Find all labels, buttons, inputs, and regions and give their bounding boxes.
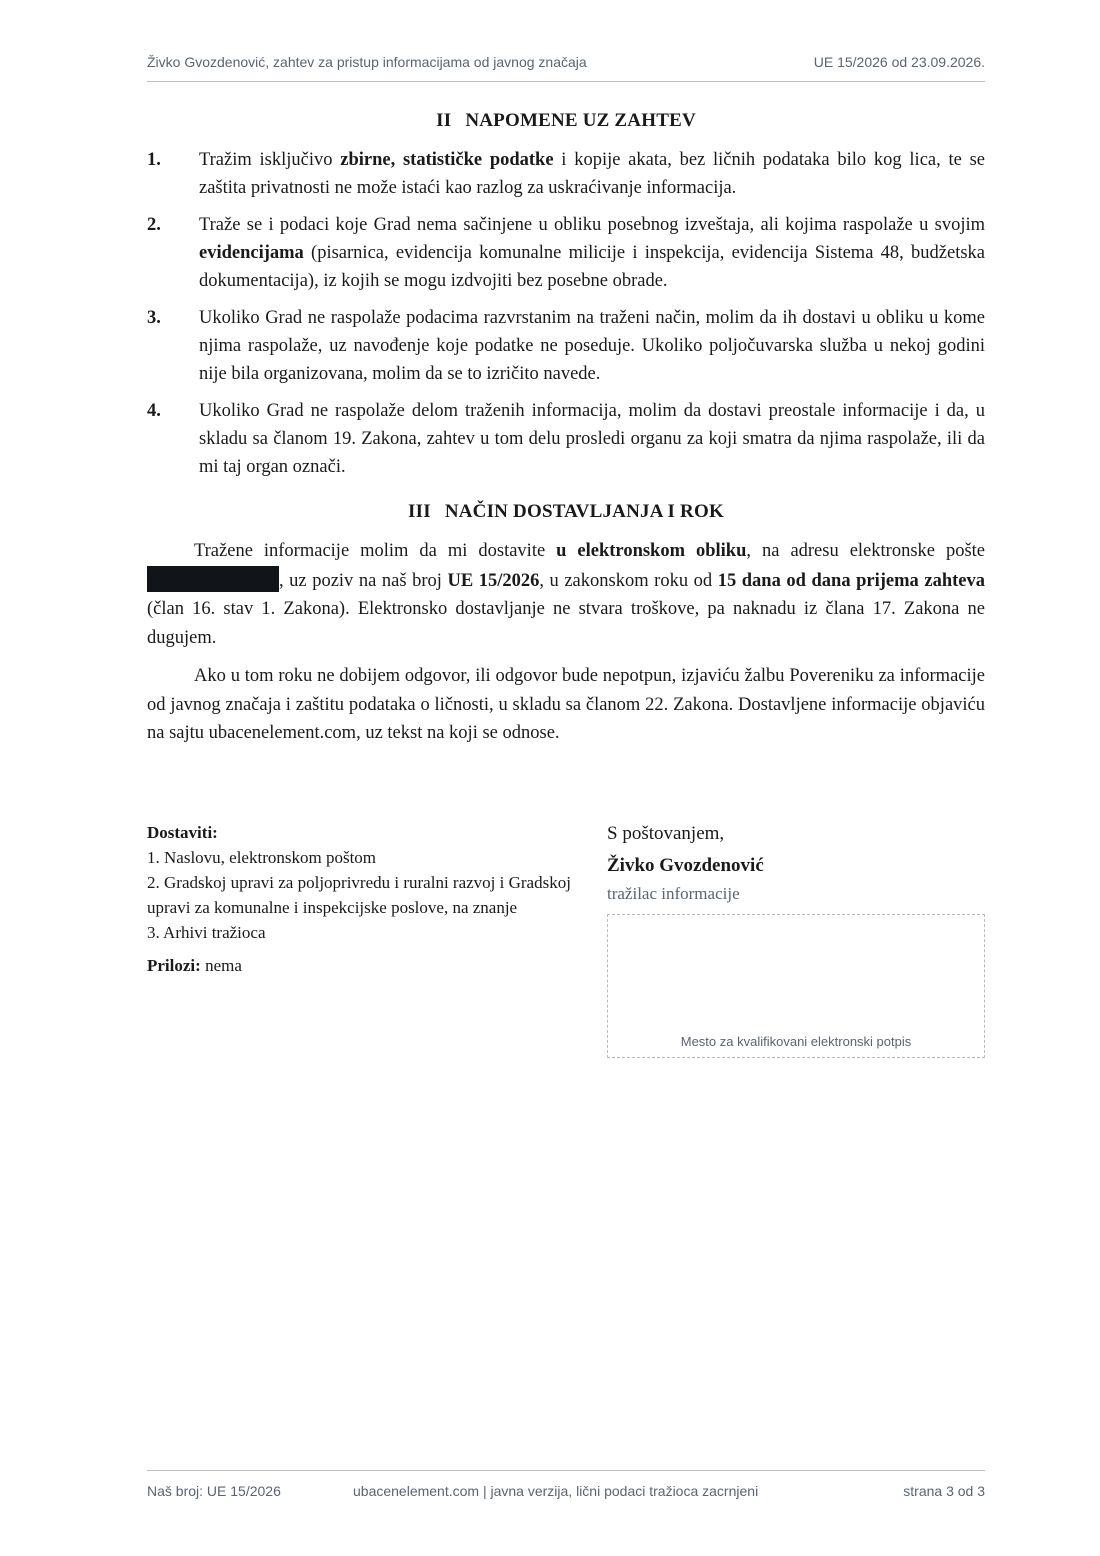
para-text: , uz poziv na naš broj	[279, 570, 448, 591]
list-item	[147, 397, 985, 481]
para-text: (član 16. stav 1. Zakona). Elektronsko dostavljanje ne stvara troškove, pa naknadu iz člana 17. Zakona ne dugujem.	[147, 599, 985, 648]
attachments-line	[147, 953, 577, 978]
distribution-list	[147, 820, 577, 978]
signature-box-caption: Mesto za kvalifikovani elektronski potpis	[680, 1034, 912, 1049]
footer-center: ubacenelement.com | javna verzija, lični podaci tražioca zacrnjeni	[353, 1483, 759, 1499]
para-text: Tražene informacije molim da mi dostavite	[194, 541, 557, 561]
appeal-paragraph: Ako u tom roku ne dobijem odgovor, ili odgovor bude nepotpun, izjaviću žalbu Povereniku za informacije od javnog značaja i zaštitu podataka o ličnosti, u skladu sa članom 22. Zakona. Dostavljene informacije objaviću na sajtu ubacenelement.com, uz tekst na koji se odnose.	[147, 666, 985, 743]
item-number: 2.	[147, 215, 161, 235]
header-left: Živko Gvozdenović, zahtev za pristup informacijama od javnog značaja	[147, 54, 587, 70]
section-3-number: III	[408, 501, 431, 522]
attachments-label: Prilozi:	[147, 956, 201, 975]
attachments-value: nema	[200, 956, 242, 975]
section-2-number: II	[436, 110, 452, 131]
delivery-paragraph	[147, 537, 985, 652]
item-text-post: (pisarnica, evidencija komunalne milicije i inspekcija, evidencija Sistema 48, budžetska dokumentacija), iz kojih se mogu izdvojiti bez posebne obrade.	[199, 243, 985, 291]
list-item	[147, 146, 985, 202]
para-text: , na adresu elektronske pošte	[746, 541, 986, 561]
para-bold: 15 dana od dana prijema zahteva	[717, 570, 985, 591]
item-text-pre: Tražim isključivo	[199, 150, 341, 170]
signer-role: tražilac informacije	[607, 884, 740, 903]
signature-placeholder-box	[607, 914, 985, 1058]
greeting: S poštovanjem,	[607, 823, 725, 844]
document-page	[147, 0, 985, 1556]
para-bold: u elektronskom obliku	[556, 541, 747, 561]
para-bold: UE 15/2026	[447, 570, 540, 591]
item-text-pre: Traže se i podaci koje Grad nema sačinjene u obliku posebnog izveštaja, ali kojima raspolaže u svojim	[199, 215, 985, 235]
distribution-title: Dostaviti:	[147, 823, 218, 842]
running-footer	[147, 1470, 985, 1499]
item-number: 1.	[147, 150, 161, 170]
section-3-heading	[147, 501, 985, 523]
list-item	[147, 211, 985, 295]
redacted-email-block	[147, 566, 279, 592]
signer-name: Živko Gvozdenović	[607, 855, 764, 876]
item-number: 3.	[147, 308, 161, 328]
footer-left: Naš broj: UE 15/2026	[147, 1483, 281, 1499]
item-text-post: i kopije akata, bez ličnih podataka bilo kog lica, te se zaštita privatnosti ne može istaći kao razlog za uskraćivanje informacija.	[199, 150, 985, 198]
section-3	[147, 501, 985, 748]
list-item	[147, 304, 985, 388]
section-3-title: NAČIN DOSTAVLJANJA I ROK	[444, 501, 724, 522]
section-2-heading	[147, 110, 985, 132]
distribution-item: 1. Naslovu, elektronskom poštom	[147, 848, 377, 867]
item-text: Ukoliko Grad ne raspolaže podacima razvrstanim na traženi način, molim da ih dostavi u obliku u kome njima raspolaže, uz navođenje koje podatke ne poseduje. Ukoliko poljočuvarska služba u nekoj godini nije bila organizovana, molim da se to izričito navede.	[199, 308, 985, 384]
signature-block	[607, 820, 985, 1058]
footer-right: strana 3 od 3	[903, 1483, 985, 1499]
item-text-bold: evidencijama	[199, 243, 304, 263]
item-number: 4.	[147, 401, 161, 421]
header-right: UE 15/2026 od 23.09.2026.	[813, 54, 985, 70]
section-2-title: NAPOMENE UZ ZAHTEV	[465, 110, 696, 131]
closing-block	[147, 820, 985, 1080]
notes-list	[147, 146, 985, 481]
item-text: Ukoliko Grad ne raspolaže delom traženih informacija, molim da dostavi preostale informacije i da, u skladu sa članom 19. Zakona, zahtev u tom delu prosledi organu za koji smatra da njima raspolaže, ili da mi taj organ označi.	[199, 401, 985, 477]
main-content	[147, 110, 985, 758]
running-header	[147, 54, 985, 82]
item-text-bold: zbirne, statističke podatke	[340, 150, 554, 170]
distribution-item: 2. Gradskoj upravi za poljoprivredu i ruralni razvoj i Gradskoj upravi za komunalne i inspekcijske poslove, na znanje	[147, 873, 571, 917]
distribution-item: 3. Arhivi tražioca	[147, 923, 266, 942]
para-text: , u zakonskom roku od	[539, 570, 718, 591]
